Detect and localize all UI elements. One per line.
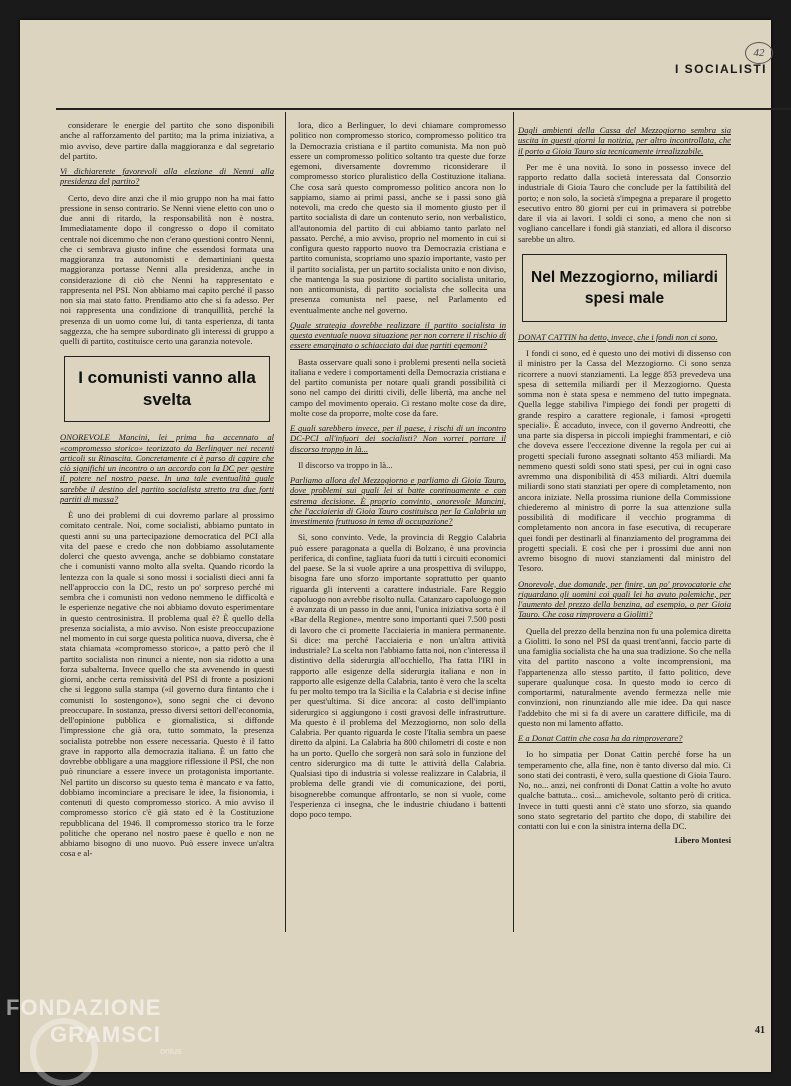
paragraph: Sì, sono convinto. Vede, la provincia di Reggio Calabria può essere paragonata a quella di Bolzano, è una provincia periferica, di confine, tagliata fuori da tutti i circuiti economici del paese. Se la si vuole aprire a una prospettiva di sviluppo, bisogna fare uno sforzo importante soprattutto per quanto riguarda gli interventi a carattere industriale. Fare Reggio capoluogo non avrebbe risolto nulla. Catanzaro capoluogo non è avanzata di un passo in due anni, l'unica iniziativa sorta è il «Bar della Regione», mentre sono importanti quei 7.500 posti di lavoro che ci promette l'acciaieria in maniera permanente. Si dice: ma perché l'acciaieria e non un'altra attività industriale? La scelta non l'abbiamo fatta noi, non c'interessa il distintivo della siderurgia all'occhiello, l'ha fatta l'IRI in rapporto alle esigenze della siderurgia italiana e non in rapporto alle esigenze della Calabria, tanto è vero che la scelta fu per molto tempo tra la Sicilia e la Calabria e si decise infine per quest'ultima. Si dice ancora: al costo dell'impianto siderurgico si aggiungono i costi gravosi delle infrastrutture. Ma questo è il problema del Mezzogiorno, non solo della Calabria. Per quanto riguarda le coste l'Italia sembra un paese diretto da alpini. La Calabria ha 800 chilometri di coste e non ha un porto. Quello che sorgerà non sarà solo in funzione del centro siderurgico ma di tutte le attività della Calabria. Qualsiasi tipo di industria si volesse realizzare in Calabria, il problema delle grandi vie di comunicazione, dei porti, bisognerebbe comunque affrontarlo, se non si vuole, come l'esperienza ci insegna, che le industrie chiudano i battenti dopo poco tempo. [290, 532, 506, 819]
paragraph: Basta osservare quali sono i problemi presenti nella società italiana e vedere i comportamenti della Democrazia cristiana e del partito comunista per notare quali grandi possibilità ci sono nel campo dei diritti civili, delle libertà, ma anche nel campo del movimento operaio. Ci restano molte cose da dire, molte cose da proporre, molte cose da fare. [290, 356, 506, 418]
paragraph: I fondi ci sono, ed è questo uno dei motivi di dissenso con il ministro per la Cassa del Mezzogiorno. Ci sono senza ricorrere a nuovi stanziamenti. La legge 853 prevedeva una spesa di settemila miliardi per il Mezzogiorno. Questa somma non è stata spesa e nemmeno del tutto impegnata. Quella legge stabiliva l'impiego dei fondi per progetti di grande respiro a carattere regionale, i famosi «progetti speciali». È accaduto, invece, con il governo Andreotti, che una parte sia dispersa in piccoli impieghi frammentari, e ciò che doveva essere l'eccezione divenne la regola per cui ai progetti speciali furono assegnati soltanto 453 miliardi. Ma nemmeno questi soldi sono stati spesi, per cui in ogni caso avremmo una disponibilità di 453 miliardi. Altri duemila miliardi sono stati stanziati per opere di completamento, non ancora iniziate. Nella prossima riunione della Commissione chiederemo al ministro di porre la sua attenzione sulla possibilità di modificare il vecchio programma di completamento non ancora in fase esecutiva, di recuperare quei fondi per destinarli al finanziamento del programma dei progetti speciali. E così che per i prossimi due anni non avremo bisogno di nuovi stanziamenti dal ministro del Tesoro. [518, 348, 731, 574]
headline-box: I comunisti vanno alla svelta [64, 356, 270, 422]
paragraph: Quella del prezzo della benzina non fu una polemica diretta a Giolitti. Io sono nel PSI da quasi trent'anni, faccio parte di una famiglia socialista che ha una sua tradizione. So che nella vita del partito nascono a volte incomprensioni, ma l'appartenenza allo stesso partito, il fatto politico, deve superare qualunque cosa. In questo modo io cerco di comportarmi, naturalmente avendo fermezza nelle mie convinzioni, non rinunziando alle mie idee. Da qui nasce l'addebito che mi si fa di avere un carattere difficile, ma di questo non mi lamento affatto. [518, 625, 731, 728]
question: ONOREVOLE Mancini, lei prima ha accennato al «compromesso storico» teorizzato da Berlinguer nei recenti articoli su Rinascita. Concretamente ci è parso di capire che ciò significhi un incontro o un accordo con la DC per gestire il potere nel nostro paese. In una tale eventualità quale sarebbe il destino del partito socialista stretto tra due forti partiti di massa? [60, 432, 274, 504]
question: Quale strategia dovrebbe realizzare il partito socialista in questa eventuale nuova situazione per non correre il rischio di essere emarginato o schiacciato dai due partiti egemoni? [290, 319, 506, 351]
page-number: 41 [755, 1025, 765, 1036]
paragraph: Il discorso va troppo in là... [298, 459, 393, 470]
paragraph: lora, dico a Berlinguer, lo devi chiamare compromesso politico non compromesso storico, compromesso politico tra la Democrazia cristiana e il partito comunista. Ma non può essere un compromesso politico soltanto tra queste due forze egemoni, diversamente dovremmo riconsiderare il compromesso storico pluralistico della Costituzione italiana. Che cosa sarà questo compromesso politico ancora non lo sappiamo, siamo ai primi passi, anche se i passi sono già notevoli, ma credo che questo sia il momento giusto per il partito socialista di dare un contenuto serio, non verbalistico, all'autonomia del partito di cui abbiamo tanto parlato nel passato. Perché, a mio avviso, proprio nel momento in cui si configura questo rapporto nuovo tra Democrazia cristiana e partito comunista, scopriamo uno spazio importante, vasto per il partito socialista, per un partito socialista unito e non diviso, che mantenga la sua posizione di partito socialista unitario, non anticomunista, di partito socialista che sollecita una presenza comunista nel paese, nel Parlamento ed eventualmente anche nel governo. [290, 120, 506, 315]
question: Parliamo allora del Mezzogiorno e parliamo di Gioia Tauro, dove problemi sui quali lei si batte continuamente e con estrema decisione. È proprio convinto, onorevole Mancini, che l'acciaieria di Gioia Tauro costituisca per la Calabria un investimento fruttuoso in tema di occupazione? [290, 475, 506, 526]
column-separator [513, 112, 514, 932]
question: E quali sarebbero invece, per il paese, i rischi di un incontro DC-PCI all'infuori dei socialisti? Non vorrei portare il discorso troppo in là... [290, 423, 506, 454]
author-signature: Libero Montesi [674, 835, 731, 846]
column-1 [60, 120, 274, 935]
watermark-text: GRAMSCI [50, 1022, 161, 1047]
question: DONAT CATTIN ha detto, invece, che i fondi non ci sono. [518, 331, 718, 342]
column-3 [518, 120, 731, 935]
question: Onorevole, due domande, per finire, un po' provocatorie che riguardano gli uomini coi quali lei ha avuto polemiche, per l'aumento del prezzo della benzina, ad esempio, o per Gioia Tauro. Che cosa rimprovera a Giolitti? [518, 578, 731, 620]
column-2 [290, 120, 506, 935]
question: E a Donat Cattin che cosa ha da rimproverare? [518, 733, 683, 743]
watermark-text: onlus [160, 1046, 182, 1056]
question: Dagli ambienti della Cassa del Mezzogiorno sembra sia uscita in questi giorni la notizia, per altro incontrollata, che il porto a Gioia Tauro sia tecnicamente irrealizzabile. [518, 125, 731, 156]
headline-box: Nel Mezzogiorno, miliardi spesi male [522, 254, 727, 322]
watermark-text: FONDAZIONE [6, 995, 162, 1020]
archive-stamp: 42 [745, 42, 773, 64]
paragraph: Per me è una novità. Io sono in possesso invece del rapporto redatto dalla società interessata dal Consorzio industriale di Gioia Tauro che conclude per la fattibilità del porto; e non solo, la società s'impegna a preparare il progetto esecutivo entro 80 giorni per cui in primavera si potrebbe dare il via ai lavori. I soldi ci sono, a meno che non si vogliano cancellare i fondi già stanziati, ed allora il discorso sarebbe un altro. [518, 161, 731, 244]
header-rule [56, 108, 791, 110]
paragraph: considerare le energie del partito che sono disponibili anche al rafforzamento del partito; ma la prima iniziativa, a mio avviso, deve partire dalla maggioranza e dal segretario del partito. [60, 120, 274, 161]
question: Vi dichiarerete favorevoli alla elezione di Nenni alla presidenza del partito? [60, 166, 274, 187]
column-separator [285, 112, 286, 932]
paragraph: È uno dei problemi di cui dovremo parlare al prossimo comitato centrale. Noi, come socialisti, abbiamo puntato in questi anni su una partecipazione democratica del PCI alla vita del paese e credo che non dobbiamo assolutamente dolerci che questo avvenga, anche se dobbiamo constatare che i comunisti vanno molto alla svelta. Quando ricordo la lentezza con la quale si sono mossi i socialisti dieci anni fa nell'approccio con la DC, resto un po' sorpreso perché mi sembra che i comunisti non vedono nemmeno le difficoltà e le esperienze negative che noi abbiamo dovuto esperimentare in questo centrosinistra. Il problema qual è? È quello della presenza socialista, a mio avviso. Non esiste preoccupazione nel momento in cui sorge questa politica nuova, diversa, che è stata chiamata «compromesso storico», a patto però che il partito socialista non rinunci a niente, non sia ridotto a una forza subalterna. Invece quello che sta avvenendo in questi giorni, anche certa remissività del PSI di fronte a posizioni che si leggono sulla stampa («il governo dura fintanto che i comunisti lo sostengono»), sono segni che ci devono preoccupare. In sostanza, presso diversi settori dell'economia, dell'opinione pubblica e giornalistica, si diffonde l'impressione che già ora, tutto sommato, la presenza socialista potrebbe non essere necessaria. Questo è il fatto grave in rapporto alla democrazia italiana. È un fatto che dovrebbe obbligare a una maggiore riflessione il PSI, che non può rinunciare a essere invece un protagonista importante. Nel partito un discorso su questo tema è mancato e va fatto, dobbiamo incominciare a precisare le idee, la fisionomia, i contenuti di questo compromesso storico. A mio avviso il compromesso storico c'è già stato ed è la Costituzione repubblicana del 1946. Il compromesso storico tra le forze politiche che operano nel nostro paese è quello e non ne abbiamo bisogno di uno nuovo. Può essere invece un'altra cosa e al- [60, 510, 274, 859]
section-header: I SOCIALISTI [674, 62, 767, 76]
paragraph: Io ho simpatia per Donat Cattin perché forse ha un temperamento che, alla fine, non è tanto diverso dal mio. Ci sono stati dei contrasti, è vero, sulla questione di Gioia Tauro. No, no... anzi, nei confronti di Donat Cattin a volte ho avuto qualche battuta... così... amichevole, soltanto però di critica. Invece in tutti questi anni c'è stato uno sforzo, sia quando sono stato segretario del partito che dopo, di stabilire dei contatti con lui e con la sinistra interna della DC. [518, 749, 731, 831]
paragraph: Certo, devo dire anzi che il mio gruppo non ha mai fatto pressione in senso contrario. Se Nenni viene eletto con uno o due anni di ritardo, la responsabilità non è nostra. Immediatamente dopo il congresso o dopo il comitato centrale noi dicemmo che non c'erano questioni contro Nenni, che ci sembrava giusto infine che essendosi formata una maggioranza tra autonomisti e demartiniani questa maggioranza portasse Nenni alla presidenza, anche in considerazione di ciò che Nenni ha rappresentato e rappresenta nel PSI. Non abbiamo mai capito perché il passo non sia mai stato fatto. Prendiamo atto che si fa adesso. Per noi rappresenta una condizione di tranquillità, perché la presenza di un uomo come lui, di tanta esperienza, di tanta saggezza, che ha sempre subordinato gli interessi di gruppo a quelli di partito, costituisce certo una garanzia notevole. [60, 192, 274, 346]
